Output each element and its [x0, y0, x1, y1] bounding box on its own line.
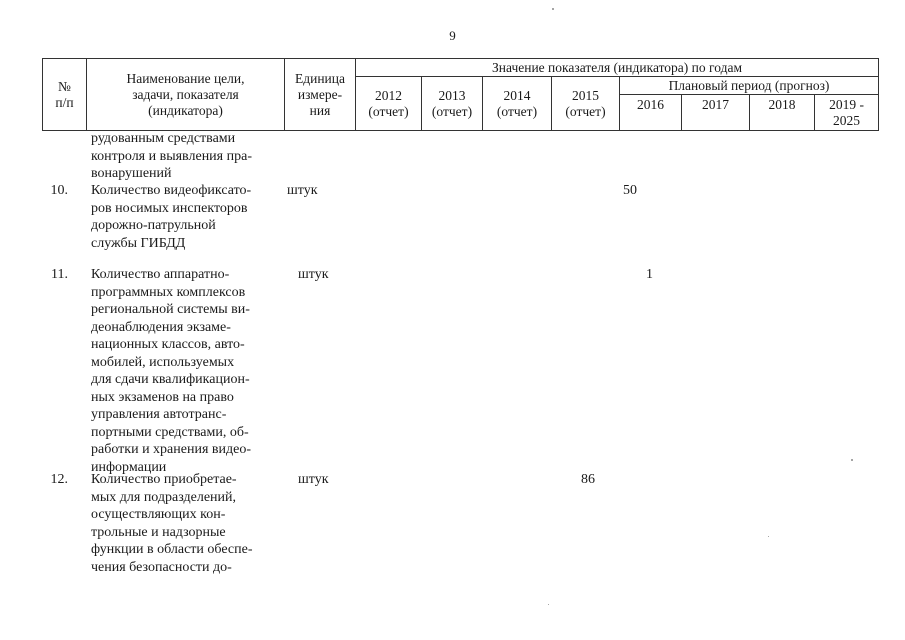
header-year-2012 [355, 76, 422, 131]
row-name: Количество приобретае- мых для подразделений, осуществляющих кон- трольные и надзорные функции в области обеспе- чения безопасности до- [91, 472, 253, 575]
row-unit: штук [298, 472, 329, 487]
scan-speck [548, 604, 549, 605]
scan-speck [851, 459, 853, 461]
header-col-name: Наименование цели, задачи, показателя (индикатора) [86, 58, 285, 131]
header-plan-year-2017: 2017 [681, 94, 750, 131]
header-year-label: 2013 [438, 87, 466, 103]
header-plan-year-2019-2025: 2019 - 2025 [814, 94, 879, 131]
header-col-unit: Единица измере- ния [284, 58, 356, 131]
header-year-note: (отчет) [431, 103, 473, 119]
header-year-note: (отчет) [496, 103, 538, 119]
scan-speck [552, 8, 554, 10]
scan-speck [768, 536, 769, 537]
row-name: Количество аппаратно- программных комплексов региональной системы ви- деонаблюдения экзаме- национных классов, авто- мобилей, используемых для сдачи квалификацион- ных экзаменов на право управления автотранс- портными средствами, об- работки и хранения видео- информации [91, 267, 252, 475]
row-value: 1 [646, 267, 653, 282]
row-value: 86 [581, 472, 595, 487]
header-year-label: 2012 [375, 87, 402, 103]
row-name-continuation: рудованным средствами контроля и выявления пра- вонарушений [91, 131, 252, 181]
header-year-label: 2015 [572, 87, 599, 103]
page-number: 9 [449, 28, 456, 43]
header-year-label: 2014 [503, 87, 531, 103]
row-value: 50 [623, 183, 637, 198]
row-number: 11. [51, 267, 68, 282]
header-col-values: Значение показателя (индикатора) по годам [355, 58, 879, 77]
row-number: 12. [50, 472, 68, 487]
header-plan-year-2018: 2018 [749, 94, 815, 131]
row-number: 10. [50, 183, 68, 198]
header-plan-period: Плановый период (прогноз) [619, 76, 879, 95]
header-year-2015 [551, 76, 620, 131]
header-plan-year-2016: 2016 [619, 94, 682, 131]
header-col-number: № п/п [42, 58, 87, 131]
row-name: Количество видеофиксато- ров носимых инспекторов дорожно-патрульной службы ГИБДД [91, 183, 252, 251]
header-year-2014 [482, 76, 552, 131]
header-year-2013 [421, 76, 483, 131]
row-unit: штук [298, 267, 329, 282]
row-unit: штук [287, 183, 318, 198]
header-year-note: (отчет) [368, 103, 409, 119]
header-year-note: (отчет) [565, 103, 606, 119]
